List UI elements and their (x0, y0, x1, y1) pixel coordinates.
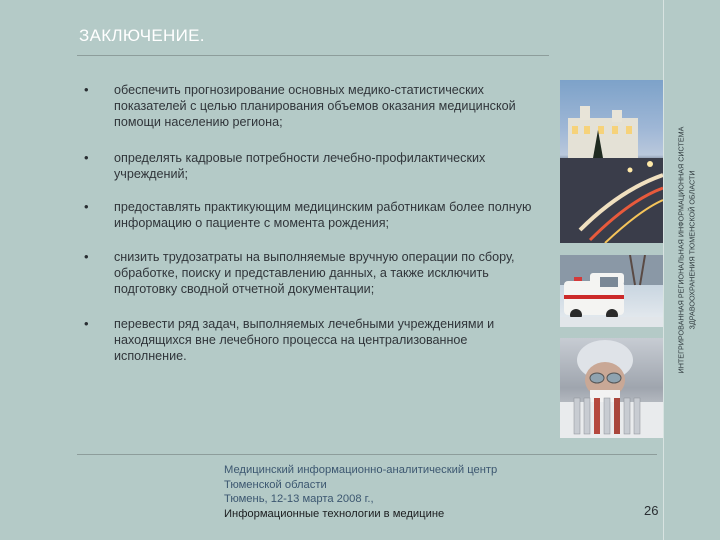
side-caption-line1: ИНТЕГРИРОВАННАЯ РЕГИОНАЛЬНАЯ ИНФОРМАЦИОННАЯ СИСТЕМА (676, 126, 686, 374)
footer-org-line2: Тюменской области (224, 478, 327, 491)
lab-worker-photo (560, 338, 663, 438)
footer (224, 463, 497, 521)
footer-org-line1: Медицинский информационно-аналитический центр (224, 464, 498, 476)
ambulance-photo (560, 255, 663, 327)
page-number: 26 (644, 503, 659, 518)
bullet-marker: • (84, 150, 89, 165)
side-caption-line2: ЗДРАВООХРАНЕНИЯ ТЮМЕНСКОЙ ОБЛАСТИ (687, 170, 697, 330)
bullet-item-forecasting: обеспечить прогнозирование основных медико-статистических показателей с целью планирования объемов оказания медицинской помощи населению региона; (114, 83, 516, 130)
footer-divider (77, 454, 657, 455)
bullet-item-centralization: перевести ряд задач, выполняемых лечебными учреждениями и находящихся вне лечебного процесса на централизованное исполнение. (114, 317, 495, 364)
bullet-marker: • (84, 316, 89, 331)
title-divider (77, 55, 549, 56)
city-street-photo (560, 80, 663, 243)
city-street-illustration (560, 80, 663, 243)
bullet-marker: • (84, 249, 89, 264)
bullet-item-staffing: определять кадровые потребности лечебно-профилактических учреждений; (114, 151, 486, 182)
bullet-item-patient-info: предоставлять практикующим медицинским работникам более полную информацию о пациенте с момента рождения; (114, 200, 532, 231)
slide-title: ЗАКЛЮЧЕНИЕ. (79, 26, 205, 45)
bullet-marker: • (84, 199, 89, 214)
bullet-item-labor-reduction: снизить трудозатраты на выполняемые вручную операции по сбору, обработке, поиску и представлению данных, а также исключить подготовку сводной отчетной документации; (114, 250, 515, 297)
bullet-marker: • (84, 82, 89, 97)
lab-worker-illustration (560, 338, 663, 438)
footer-event-name: Информационные технологии в медицине (224, 507, 445, 520)
side-caption (660, 10, 716, 490)
ambulance-illustration (560, 255, 663, 327)
footer-event-date: Тюмень, 12-13 марта 2008 г., (224, 493, 374, 506)
